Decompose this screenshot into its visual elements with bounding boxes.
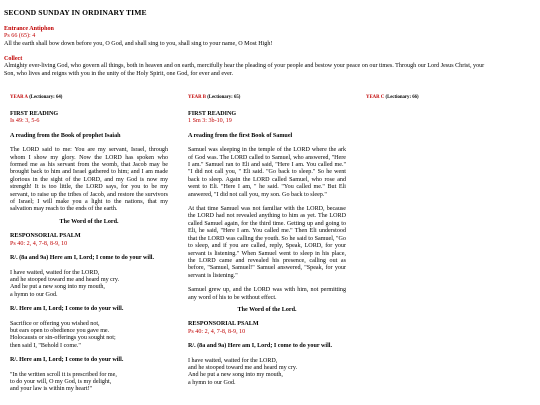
stanza-line: "In the written scroll it is prescribed for me, — [10, 371, 117, 378]
reading-title: A reading from the Book of prophet Isaiah — [10, 132, 121, 139]
year-b-column — [188, 95, 346, 387]
entrance-antiphon-label: Entrance Antiphon — [4, 26, 54, 32]
year-b-lectionary: (Lectionary: 65) — [207, 95, 241, 100]
reading-paragraph: Samuel grew up, and the LORD was with him, not permitting any word of his to be without effect. — [188, 287, 346, 301]
year-b-label: YEAR B — [188, 95, 206, 100]
psalm-stanza — [10, 270, 168, 300]
year-a-label: YEAR A — [10, 95, 28, 100]
psalm-stanza — [188, 358, 346, 388]
reading-title: A reading from the first Book of Samuel — [188, 132, 293, 139]
entrance-antiphon-ref: Ps 66 (65): 4 — [4, 33, 36, 40]
stanza-line: And he put a new song into my mouth, — [10, 284, 105, 291]
first-reading-heading: FIRST READING — [188, 111, 237, 117]
collect-text-line2: Son, who lives and reigns with you in the unity of the Holy Spirit, one God, for ever and ever. — [4, 70, 233, 77]
first-reading-heading: FIRST READING — [10, 111, 59, 117]
collect — [4, 56, 536, 78]
stanza-line: Holocausts or sin-offerings you sought not; — [10, 335, 116, 342]
psalm-ref: Ps 40: 2, 4, 7-8, 8-9, 10 — [188, 328, 246, 335]
psalm-refrain: R/. Here am I, Lord; I come to do your will. — [10, 306, 124, 313]
year-c-lectionary: (Lectionary: 66) — [385, 95, 419, 100]
psalm-stanza — [10, 321, 168, 351]
stanza-line: and he stooped toward me and heard my cry. — [188, 364, 298, 371]
first-reading-ref: Is 49: 3, 5-6 — [10, 118, 40, 125]
stanza-line: And he put a new song into my mouth, — [188, 372, 283, 379]
year-c-column — [366, 95, 524, 101]
stanza-line: a hymn to our God. — [10, 291, 58, 298]
reading-text: The LORD said to me: You are my servant, Israel, through whom I show my glory. Now the LORD has spoken who formed me as his servant from the womb, that Jacob may be brought back to him and Israel gathered to him; and I am made glorious in the sight of the LORD, and my God is now my strength! It is too little, the LORD says, for you to be my servant, to raise up the tribes of Jacob, and restore the survivors of Israel; I will make you a light to the nations, that my salvation may reach to the ends of the earth. — [10, 147, 168, 213]
collect-label: Collect — [4, 56, 23, 62]
collect-text-line1: Almighty ever-living God, who govern all things, both in heaven and on earth, mercifully hear the pleading of your people and bestow your peace on our times. Through our Lord Jesus Christ, your — [4, 63, 485, 70]
word-of-the-lord: The Word of the Lord. — [59, 218, 119, 225]
stanza-line: I have waited, waited for the LORD, — [188, 357, 278, 364]
stanza-line: a hymn to our God. — [188, 379, 236, 386]
entrance-antiphon-text: All the earth shall bow down before you, O God, and shall sing to you, shall sing to your name, O Most High! — [4, 40, 273, 47]
stanza-line: Sacrifice or offering you wished not, — [10, 320, 100, 327]
stanza-line: to do your will, O my God, is my delight, — [10, 378, 112, 385]
reading-paragraph: Samuel was sleeping in the temple of the LORD where the ark of God was. The LORD called to Samuel, who answered, "Here I am." Samuel ran to Eli and said, "Here I am. You called me." "I did not call you, " Eli said. "Go back to sleep." So he went back to sleep. Again the LORD called Samuel, who rose and went to Eli. "Here I am, " he said. "You called me." But Eli answered, "I did not call you, my son. Go back to sleep." — [188, 147, 346, 198]
word-of-the-lord: The Word of the Lord. — [237, 306, 297, 313]
year-c-label: YEAR C — [366, 95, 385, 100]
year-a-lectionary: (Lectionary: 64) — [29, 95, 63, 100]
year-a-header — [10, 95, 168, 101]
psalm-heading: RESPONSORIAL PSALM — [188, 321, 259, 328]
stanza-line: and your law is within my heart!" — [10, 386, 93, 393]
psalm-refrain: R/. Here am I, Lord; I come to do your will. — [10, 357, 124, 364]
psalm-response: R/. (8a and 9a) Here am I, Lord; I come to do your will. — [188, 343, 332, 350]
stanza-line: then said I, "Behold I come." — [10, 342, 81, 349]
psalm-response: R/. (8a and 9a) Here am I, Lord; I come to do your will. — [10, 255, 154, 262]
reading-paragraph: At that time Samuel was not familiar with the LORD, because the LORD had not revealed anything to him as yet. The LORD called Samuel again, for the third time. Getting up and going to Eli, he said, "Here I am. You called me." Then Eli understood that the LORD was calling the youth. So he said to Samuel, "Go to sleep, and if you are called, reply, Speak, LORD, for your servant is listening." When Samuel went to sleep in his place, the LORD came and revealed his presence, calling out as before, "Samuel, Samuel!" Samuel answered, "Speak, for your servant is listening." — [188, 206, 346, 279]
first-reading-ref: 1 Sm 3: 3b-10, 19 — [188, 118, 232, 125]
year-c-header — [366, 95, 524, 101]
stanza-line: but ears open to obedience you gave me. — [10, 327, 110, 334]
psalm-stanza — [10, 372, 168, 394]
stanza-line: I have waited, waited for the LORD, — [10, 269, 100, 276]
year-b-header — [188, 95, 346, 101]
year-a-column — [10, 95, 168, 394]
stanza-line: and he stooped toward me and heard my cry. — [10, 276, 120, 283]
psalm-ref: Ps 40: 2, 4, 7-8, 8-9, 10 — [10, 240, 68, 247]
psalm-heading: RESPONSORIAL PSALM — [10, 233, 81, 240]
entrance-antiphon — [4, 26, 536, 48]
page-title: SECOND SUNDAY IN ORDINARY TIME — [4, 8, 147, 17]
